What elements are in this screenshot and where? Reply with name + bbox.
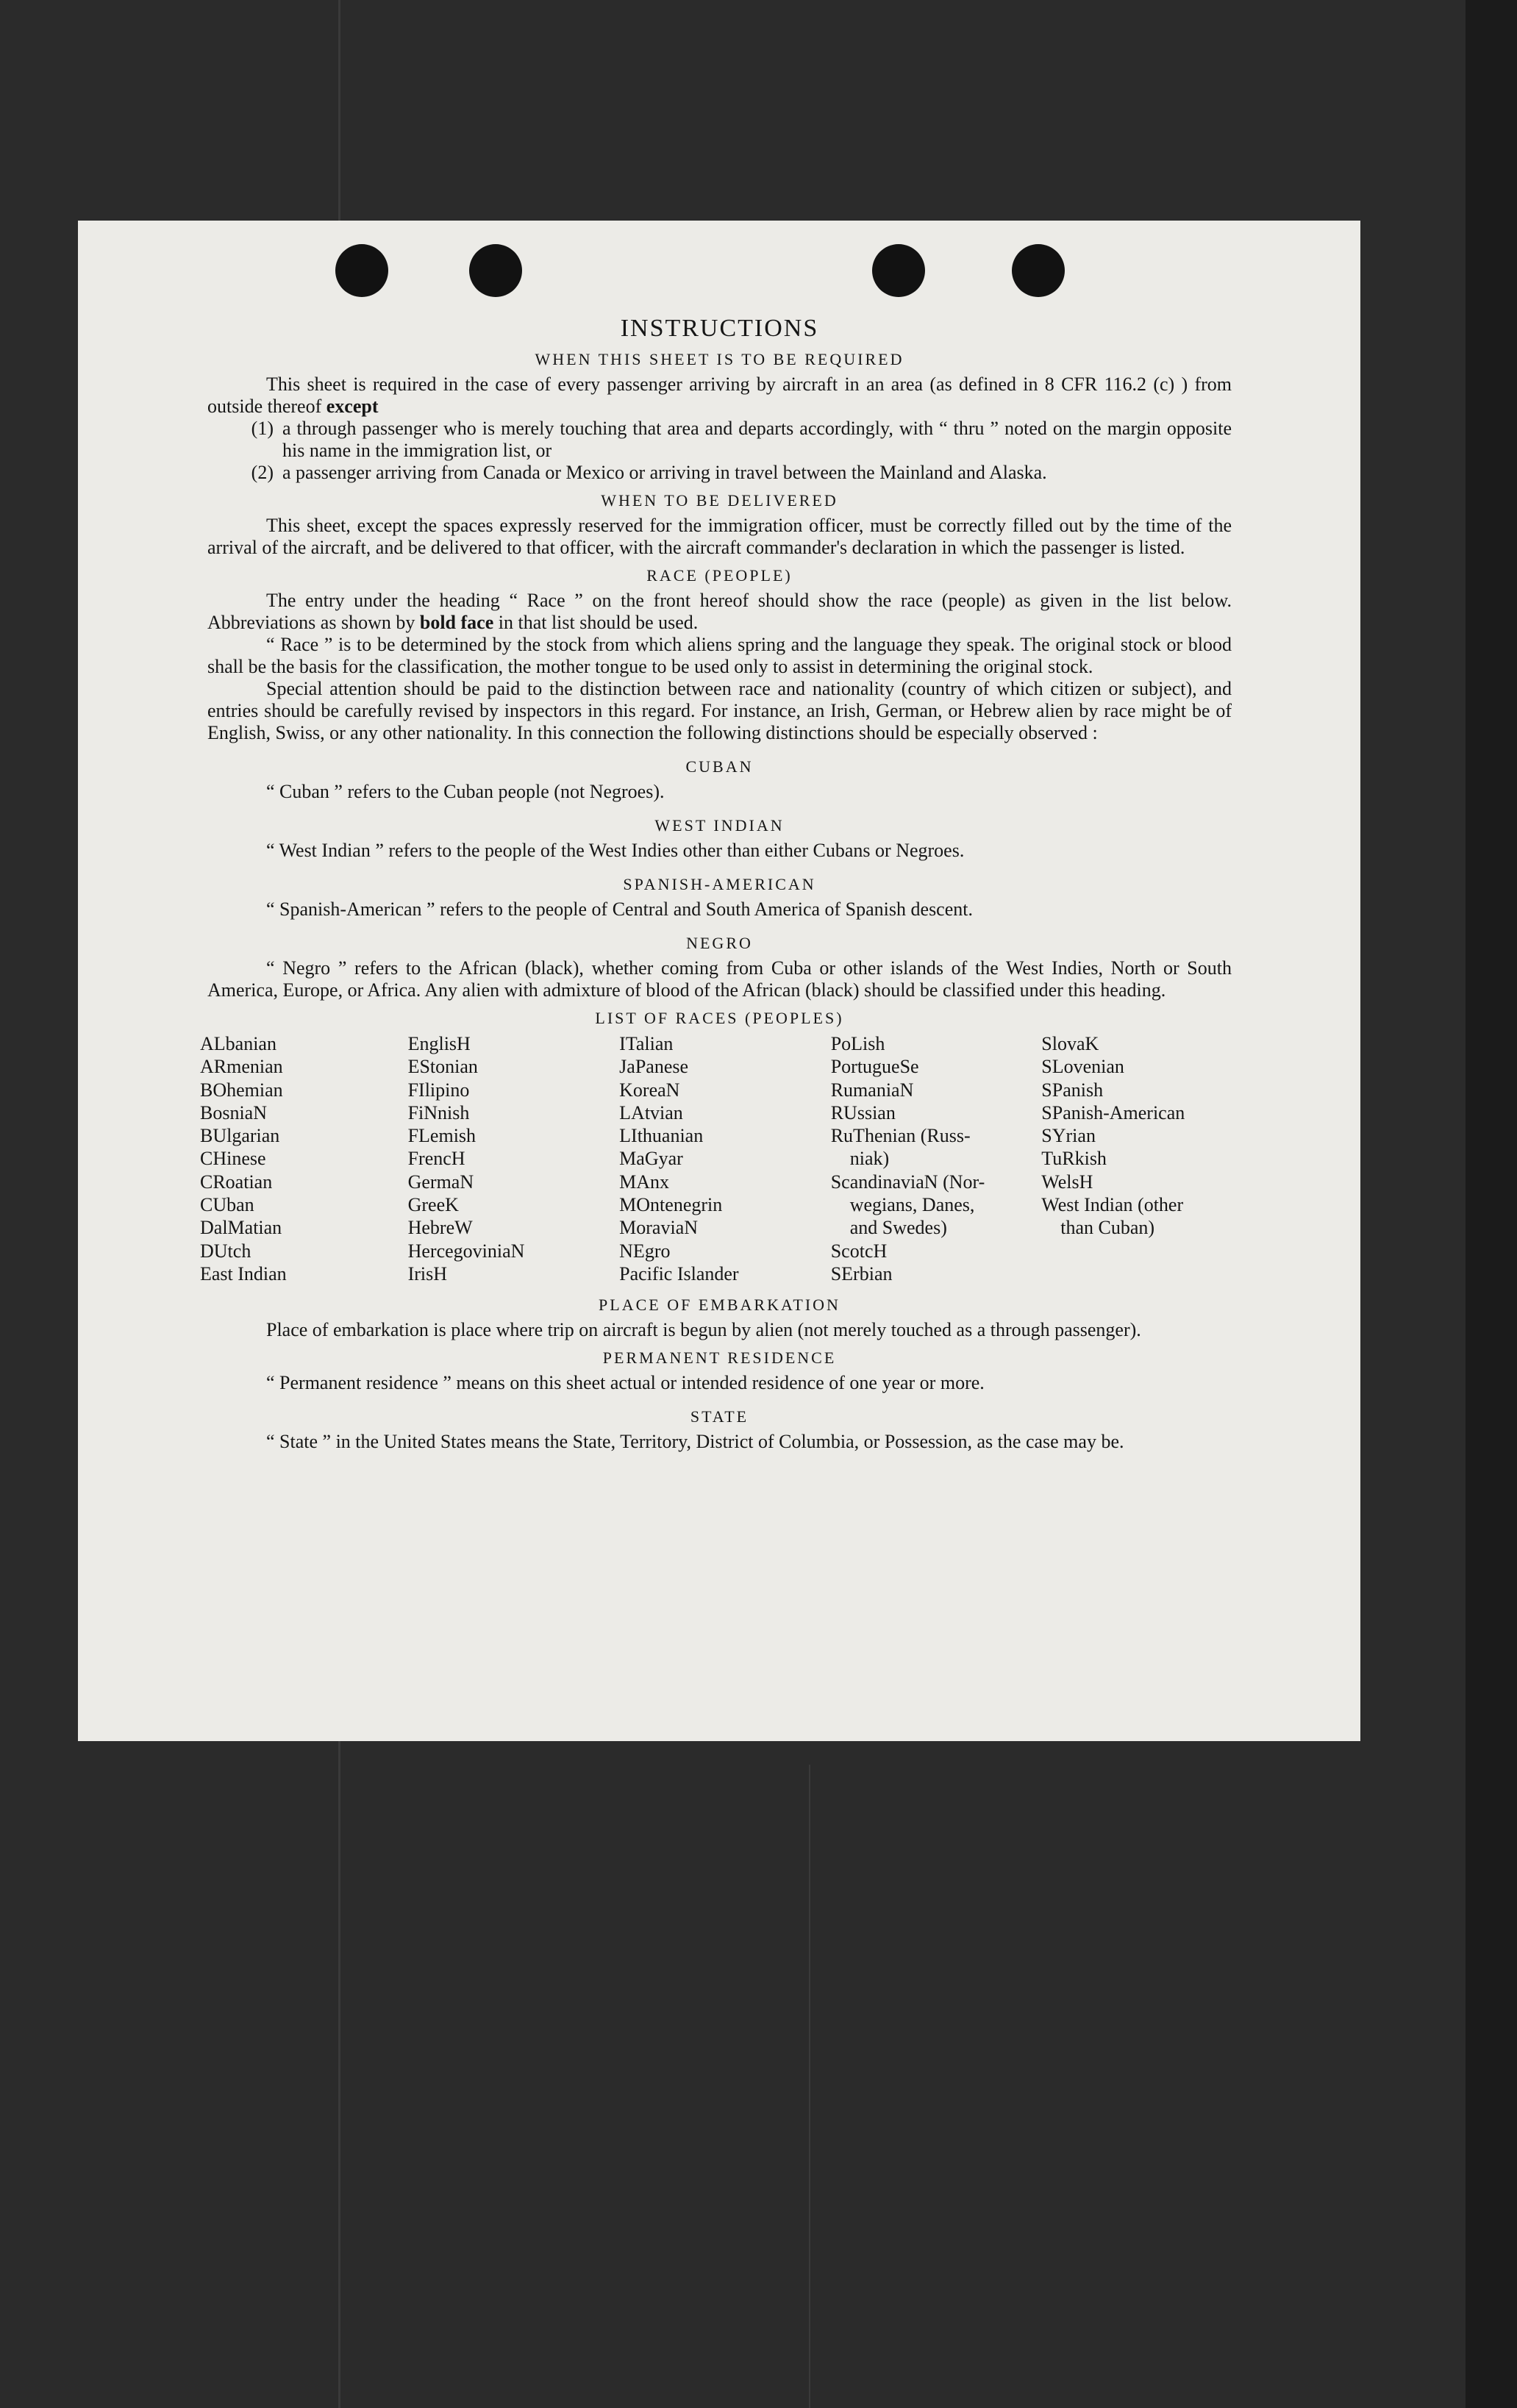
race-entry: PortugueSe bbox=[830, 1056, 919, 1078]
punch-hole bbox=[335, 244, 388, 297]
race-entry: SlovaK bbox=[1041, 1033, 1099, 1054]
bold-text: except bbox=[326, 396, 379, 417]
race-entry: HebreW bbox=[407, 1217, 473, 1239]
race-entry: MaGyar bbox=[619, 1148, 683, 1170]
sheet-content bbox=[200, 315, 1232, 1453]
races-column bbox=[1041, 1032, 1232, 1285]
races-column bbox=[619, 1032, 831, 1285]
race-entry: LIthuanian bbox=[619, 1125, 704, 1147]
item-number: (2) bbox=[251, 462, 274, 483]
paragraph: “ Cuban ” refers to the Cuban people (not Negroes). bbox=[266, 781, 665, 802]
race-entry: ALbanian bbox=[200, 1033, 276, 1054]
race-entry: SYrian bbox=[1041, 1125, 1096, 1147]
section-heading: LIST OF RACES (PEOPLES) bbox=[595, 1009, 844, 1027]
section-heading: WEST INDIAN bbox=[654, 816, 785, 835]
race-entry: GreeK bbox=[407, 1194, 459, 1216]
section-heading: SPANISH-AMERICAN bbox=[623, 875, 816, 893]
race-entry: CUban bbox=[200, 1194, 254, 1216]
race-entry: FLemish bbox=[407, 1125, 476, 1147]
item-text: a passenger arriving from Canada or Mexico or arriving in travel between the Mainland and Alaska. bbox=[282, 462, 1047, 483]
race-entry: HercegoviniaN bbox=[407, 1240, 525, 1262]
race-entry: KoreaN bbox=[619, 1079, 680, 1101]
paragraph: “ Permanent residence ” means on this sheet actual or intended residence of one year or more. bbox=[266, 1372, 985, 1394]
race-entry: DUtch bbox=[200, 1240, 251, 1262]
races-column bbox=[200, 1032, 408, 1285]
paragraph: Place of embarkation is place where trip on aircraft is begun by alien (not merely touched as a through passenger). bbox=[266, 1319, 1141, 1341]
race-entry: RumaniaN bbox=[830, 1079, 914, 1101]
paragraph-text: This sheet is required in the case of every passenger arriving by aircraft in an area (as defined in 8 CFR 116.2 (c) ) from outside thereof bbox=[207, 374, 1232, 417]
paragraph: “ Negro ” refers to the African (black), whether coming from Cuba or other islands of the West Indies, North or South America, Europe, or Africa. Any alien with admixture of blood of the African (black) should be classified under this heading. bbox=[207, 957, 1232, 1001]
punch-hole bbox=[469, 244, 522, 297]
race-entry: DalMatian bbox=[200, 1217, 282, 1239]
race-entry: TuRkish bbox=[1041, 1148, 1107, 1170]
paragraph bbox=[207, 374, 1232, 418]
paragraph: This sheet, except the spaces expressly reserved for the immigration officer, must be correctly filled out by the time of the arrival of the aircraft, and be delivered to that officer, with the aircraft commander's declaration in which the passenger is listed. bbox=[207, 515, 1232, 558]
race-entry: SPanish-American bbox=[1041, 1101, 1185, 1123]
section-heading: RACE (PEOPLE) bbox=[646, 566, 793, 585]
list-item bbox=[207, 462, 1232, 484]
race-entry: BUlgarian bbox=[200, 1125, 280, 1147]
race-entry: SLovenian bbox=[1041, 1056, 1124, 1078]
race-entry: East Indian bbox=[200, 1262, 287, 1285]
paragraph: Special attention should be paid to the distinction between race and nationality (country of which citizen or subject), and entries should be carefully revised by inspectors in this regard. For instance, an Irish, German, or Hebrew alien by race might be of English, Swiss, or any other nationality. In this connection the following distinctions should be especially observed : bbox=[207, 678, 1232, 743]
race-entry: SPanish bbox=[1041, 1079, 1104, 1101]
race-entry: ScandinaviaN (Nor- bbox=[830, 1171, 985, 1193]
race-entry: niak) bbox=[849, 1148, 890, 1170]
race-entry: IrisH bbox=[407, 1262, 448, 1285]
punch-hole bbox=[1012, 244, 1065, 297]
race-entry: SErbian bbox=[830, 1262, 893, 1285]
race-entry: ScotcH bbox=[830, 1240, 888, 1262]
race-entry: West Indian (other bbox=[1041, 1194, 1184, 1216]
item-text: a through passenger who is merely touching that area and departs accordingly, with “ thru ” noted on the margin opposite his name in the immigration list, or bbox=[282, 418, 1232, 461]
instruction-sheet bbox=[78, 221, 1360, 1741]
race-entry: NEgro bbox=[619, 1240, 671, 1262]
section-heading: WHEN THIS SHEET IS TO BE REQUIRED bbox=[535, 350, 904, 368]
paragraph-text: The entry under the heading “ Race ” on the front hereof should show the race (people) as given in the list below. Abbreviations as shown by bbox=[207, 590, 1232, 633]
race-entry: FIlipino bbox=[407, 1079, 470, 1101]
list-item bbox=[207, 418, 1232, 462]
races-column bbox=[831, 1032, 1042, 1285]
page-title: INSTRUCTIONS bbox=[620, 315, 819, 342]
race-entry: BOhemian bbox=[200, 1079, 283, 1101]
film-edge bbox=[1466, 0, 1517, 2408]
race-entry: FiNnish bbox=[407, 1101, 470, 1123]
paragraph: “ Spanish-American ” refers to the people of Central and South America of Spanish descent. bbox=[266, 898, 973, 920]
race-entry: MoraviaN bbox=[619, 1217, 699, 1239]
section-heading: WHEN TO BE DELIVERED bbox=[601, 491, 838, 510]
race-entry: JaPanese bbox=[619, 1056, 689, 1078]
race-entry: MOntenegrin bbox=[619, 1194, 723, 1216]
punch-hole bbox=[872, 244, 925, 297]
paragraph: “ Race ” is to be determined by the stock from which aliens spring and the language they speak. The original stock or blood shall be the basis for the classification, the mother tongue to be used only to assist in determining the original stock. bbox=[207, 634, 1232, 677]
race-entry: LAtvian bbox=[619, 1101, 683, 1123]
section-heading: PERMANENT RESIDENCE bbox=[602, 1348, 837, 1368]
bold-text: bold face bbox=[419, 612, 494, 633]
race-entry: and Swedes) bbox=[849, 1217, 947, 1239]
section-heading: CUBAN bbox=[685, 757, 754, 776]
race-entry: CRoatian bbox=[200, 1171, 273, 1193]
race-entry: BosniaN bbox=[200, 1101, 267, 1123]
race-entry: ITalian bbox=[619, 1033, 674, 1054]
race-entry: MAnx bbox=[619, 1171, 670, 1193]
paragraph bbox=[207, 590, 1232, 634]
item-number: (1) bbox=[251, 418, 274, 439]
race-entry: than Cuban) bbox=[1060, 1217, 1155, 1239]
section-heading: PLACE OF EMBARKATION bbox=[599, 1296, 840, 1315]
race-entry: FrencH bbox=[407, 1148, 465, 1170]
film-streak bbox=[809, 1765, 810, 2408]
race-entry: EStonian bbox=[407, 1056, 478, 1078]
races-table bbox=[200, 1032, 1232, 1285]
race-entry: wegians, Danes, bbox=[849, 1194, 975, 1216]
race-entry: ARmenian bbox=[200, 1056, 283, 1078]
race-entry: PoLish bbox=[830, 1033, 885, 1054]
race-entry: RUssian bbox=[830, 1101, 896, 1123]
race-entry: GermaN bbox=[407, 1171, 474, 1193]
race-entry: RuThenian (Russ- bbox=[830, 1125, 971, 1147]
section-heading: NEGRO bbox=[686, 934, 753, 952]
races-column bbox=[408, 1032, 620, 1285]
paragraph-text: in that list should be used. bbox=[498, 612, 699, 633]
race-entry: Pacific Islander bbox=[619, 1262, 739, 1285]
race-entry: EnglisH bbox=[407, 1033, 471, 1054]
race-entry: WelsH bbox=[1041, 1171, 1093, 1193]
race-entry: CHinese bbox=[200, 1148, 266, 1170]
section-heading: STATE bbox=[690, 1407, 749, 1426]
paragraph: “ State ” in the United States means the State, Territory, District of Columbia, or Possession, as the case may be. bbox=[266, 1431, 1124, 1453]
paragraph: “ West Indian ” refers to the people of the West Indies other than either Cubans or Negroes. bbox=[266, 840, 965, 861]
